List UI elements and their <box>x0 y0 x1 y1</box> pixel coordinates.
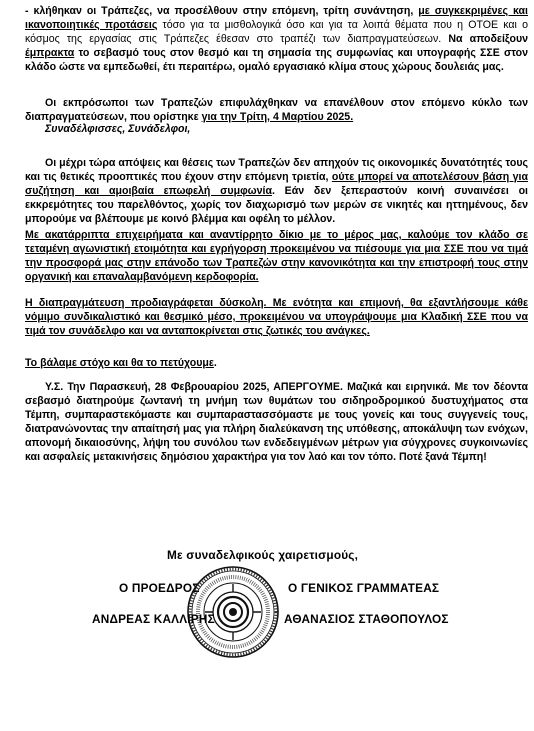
p3-text-3: . Εάν δεν ξεπεραστούν κοινή συναινέσει οι εκκρεμότητες του παρελθόντος, χωρίς τον διαχωρισμό των μερών σε νικητές και ηττημένους, δεν μπορούμε να βλέπουμε με κοινό βλέμμα και οφέλη το μέλλον. <box>25 185 528 226</box>
paragraph-banks-views <box>25 156 528 226</box>
secretary-name: ΑΘΑΝΑΣΙΟΣ ΣΤΑΘΟΠΟΥΛΟΣ <box>284 612 449 626</box>
p1-text-5: έμπρακτα <box>25 47 75 60</box>
closing-greeting: Με συναδελφικούς χαιρετισμούς, <box>167 548 359 562</box>
salutation: Συναδέλφισσες, Συνάδελφοι, <box>45 123 191 135</box>
president-name: ΑΝΔΡΕΑΣ ΚΑΛΛΙΡΗΣ <box>92 612 215 626</box>
paragraph-readiness: Με ακατάρριπτα επιχειρήματα και αναντίρρητο δίκιο με το μέρος μας, καλούμε τον κλάδο σε τεταμένη αγωνιστική ετοιμότητα και εγρήγορση προκειμένου να πιέσουμε για μια ΣΣΕ που να τιμά την προσφορά μας στην επάνοδο των Τραπεζών στην κανονικότητα και την επιστροφή τους στην οργανική και επαναλαμβανόμενη κερδοφορία. <box>25 229 528 284</box>
p3-text-2: ούτε μπορεί να αποτελέσουν βάση για συζήτηση και αμοιβαία επωφελή συμφωνία <box>25 171 528 198</box>
paragraph-goal: Το βάλαμε στόχο και θα το πετύχουμε. <box>25 357 217 369</box>
goal-text: Το βάλαμε στόχο και θα το πετύχουμε <box>25 357 214 369</box>
p2-text-1: Οι εκπρόσωποι των Τραπεζών επιφυλάχθηκαν να επανέλθουν στον επόμενο κύκλο των διαπραγματεύσεων, που ορίστηκε <box>25 97 528 124</box>
secretary-title: Ο ΓΕΝΙΚΟΣ ΓΡΑΜΜΑΤΕΑΣ <box>288 581 440 595</box>
p1-text-1: - κλήθηκαν οι Τράπεζες, να προσέλθουν στην επόμενη, τρίτη συνάντηση, <box>25 5 419 17</box>
paragraph-next-meeting <box>25 96 528 124</box>
p1-text-2: με συγκεκριμένες και ικανοποιητικές προτάσεις <box>25 5 528 32</box>
president-title: Ο ΠΡΟΕΔΡΟΣ <box>119 581 200 595</box>
p3-text-1: Οι μέχρι τώρα απόψεις και θέσεις των Τραπεζών δεν απηχούν τις οικονομικές δυνατότητές τους και τις θετικές προοπτικές που έχουν στην επόμενη τριετία, <box>25 157 528 184</box>
paragraph-banks-invited <box>25 4 528 74</box>
p2-date: για την Τρίτη, 4 Μαρτίου 2025. <box>201 111 354 124</box>
p1-text-6: το σεβασμό τους στον θεσμό και τη σημασία της συμφωνίας και υπογραφής ΣΣΕ στον κλάδο ώστε να εμπεδωθεί, έτι περαιτέρω, ομαλό εργασιακό κλίμα στους χώρους δουλειάς μας. <box>25 47 528 74</box>
paragraph-negotiation: Η διαπραγμάτευση προδιαγράφεται δύσκολη. Με ενότητα και επιμονή, θα εξαντλήσουμε κάθε νόμιμο συνδικαλιστικό και θεσμικό μέσο, προκειμένου να υπογράψουμε μια Κλαδική ΣΣΕ που να τιμά τον συνάδελφο και να ανταποκρίνεται στις ζωτικές του ανάγκες. <box>25 297 528 338</box>
p1-text-4: Να αποδείξουν <box>448 33 528 46</box>
paragraph-ps-strike: Υ.Σ. Την Παρασκευή, 28 Φεβρουαρίου 2025, ΑΠΕΡΓΟΥΜΕ. Μαζικά και ειρηνικά. Με τον δέοντα σεβασμό διατηρούμε ζωντανή τη μνήμη των θυμάτων του σιδηροδρομικού δυστυχήματος στα Τέμπη, συμπαραστεκόμαστε και συμπαραστασσόμαστε με τους γονείς και τους συγγενείς τους, διατρανώνοντας την απαίτησή μας για πλήρη διαλεύκανση της υπόθεσης, αποκάλυψη των ενόχων, απονομή δικαιοσύνης, λήψη του συνόλου των ενδεδειγμένων μέτρων για σύγχρονες συγκοινωνίες και ασφαλείς μετακινήσεις δημόσιου χαρακτήρα για τον λαό και τον τόπο. Ποτέ ξανά Τέμπη! <box>25 381 528 464</box>
p1-text-3: τόσο για τα μισθολογικά όσο και για τα λοιπά θέματα που η ΟΤΟΕ και ο κόσμος της εργασίας στις Τράπεζες έθεσαν στο τραπέζι των διαπραγματεύσεων. <box>25 19 528 46</box>
